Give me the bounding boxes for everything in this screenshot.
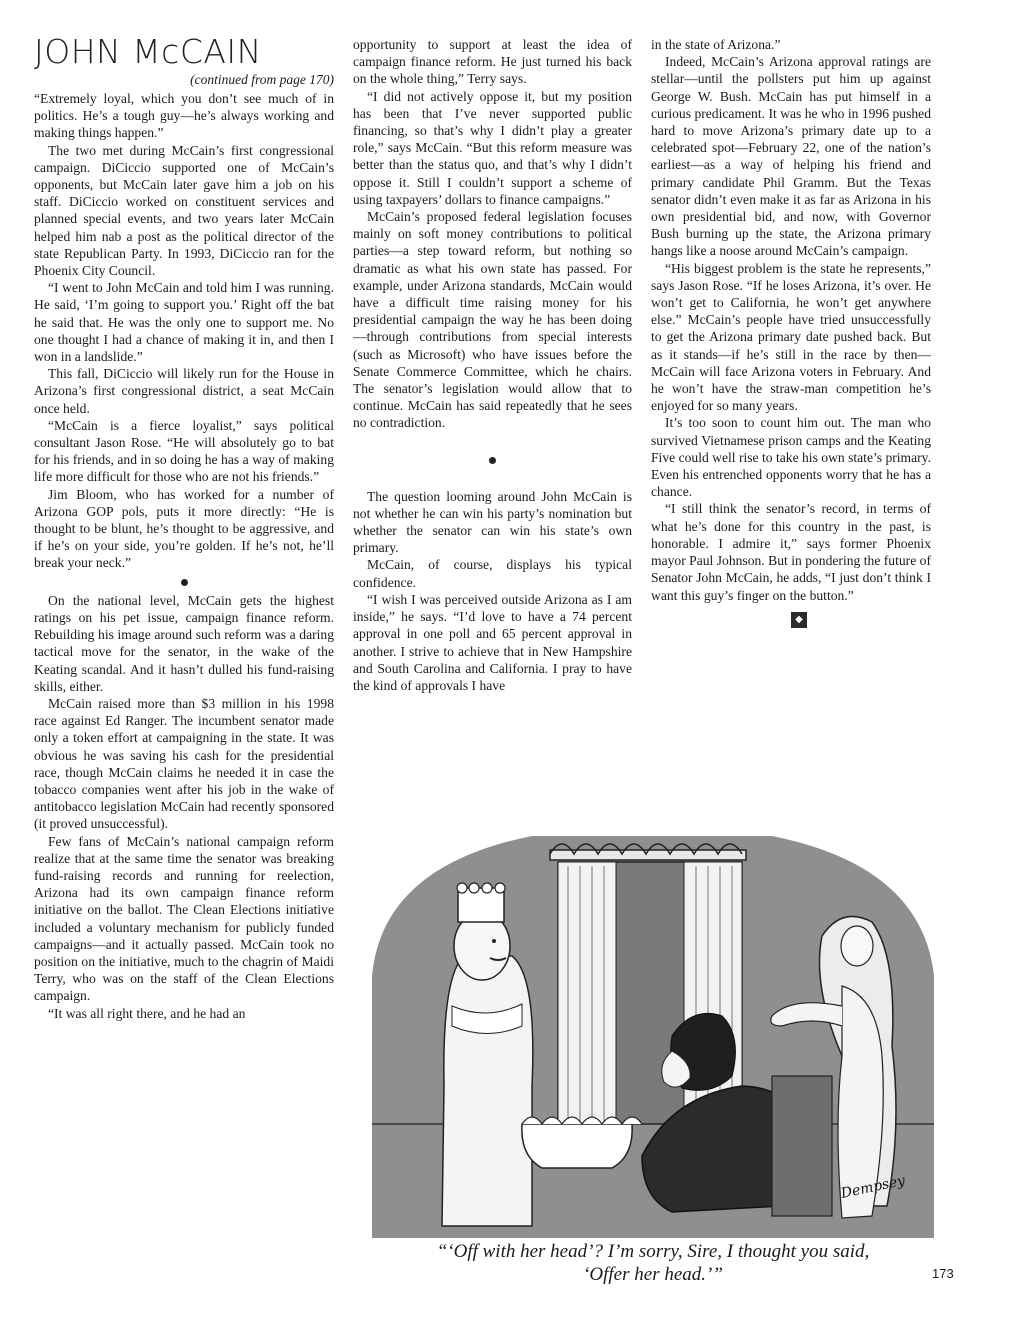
continued-note: (continued from page 170) bbox=[190, 72, 334, 87]
cartoon-signature: Dempsey bbox=[839, 1172, 907, 1202]
king-robe bbox=[442, 956, 533, 1226]
paragraph: “I still think the senator’s record, in terms of what he’s done for this country in the past, is honorable. I admire it,” says former Phoenix mayor Paul Johnson. But in pondering the future of Senator John McCain, he adds, “I just don’t think I want this guy’s finger on the button.” bbox=[651, 501, 931, 603]
end-mark-icon: ◆ bbox=[791, 612, 807, 628]
paragraph: “Extremely loyal, which you don’t see much of in politics. He’s a tough guy—he’s always working and making things happen.” bbox=[34, 91, 334, 141]
paragraph: “I wish I was perceived outside Arizona as I am inside,” he says. “I’d love to have a 74 percent approval in one poll and 65 percent approval in another. I strive to achieve that in New Hampshire and South Carolina and California. I pray to have the kind of approvals I have bbox=[353, 591, 632, 693]
paragraph: It’s too soon to count him out. The man who survived Vietnamese prison camps and the Keating Five could well rise to take his own state’s primary. Even his entrenched opponents worry that he has a chance. bbox=[651, 415, 931, 500]
woman-face bbox=[841, 926, 873, 966]
column-1 bbox=[34, 90, 334, 1022]
paragraph: opportunity to support at least the idea of campaign finance reform. He just turned his back on the whole thing,” Terry says. bbox=[353, 37, 632, 87]
paragraph: “McCain is a fierce loyalist,” says political consultant Jason Rose. “He will absolutely go to bat for his friends, and in so doing he has a way of making life more difficult for those who are not his friends.” bbox=[34, 417, 334, 485]
king-eye bbox=[492, 939, 496, 943]
paragraph: “His biggest problem is the state he represents,” says Jason Rose. “If he loses Arizona, it’s over. He won’t get to California, he won’t get anywhere else.” McCain’s people have tried unsuccessfully to get the Arizona primary date pushed back. But as it stands—if he’s still in the race by then—McCain will face Arizona voters in February. And he won’t have the straw-man competition he’s enjoyed for so many years. bbox=[651, 260, 931, 414]
bullet-icon bbox=[181, 579, 188, 586]
paragraph: On the national level, McCain gets the highest ratings on his pet issue, campaign finance reform. Rebuilding his image around such reform was a daring tactical move for the senator, in the wake of the Keating scandal. And it hasn’t dulled his fund-raising skills, either. bbox=[34, 592, 334, 694]
paragraph: “It was all right there, and he had an bbox=[48, 1005, 246, 1021]
paragraph: Few fans of McCain’s national campaign reform realize that at the same time the senator was breaking fund-raising records and running for reelection, Arizona had its own campaign finance reform initiative on the ballot. The Clean Elections initiative included a voluntary mechanism for publicly funded campaigns—and it actually passed. McCain took no position on the initiative, much to the chagrin of Maidi Terry, who was on the staff of the Clean Elections campaign. bbox=[34, 833, 334, 1004]
section-separator bbox=[353, 450, 632, 470]
page-number: 173 bbox=[932, 1266, 954, 1281]
paragraph: This fall, DiCiccio will likely run for the House in Arizona’s first congressional district, a seat McCain once held. bbox=[34, 366, 334, 416]
paragraph: in the state of Arizona.” bbox=[651, 37, 781, 52]
paragraph: Jim Bloom, who has worked for a number of Arizona GOP pols, puts it more directly: “He is thought to be blunt, he’s thought to be aggressive, and if he’s on your side, you’re golden. If he’s not, he’ll break your neck.” bbox=[34, 486, 334, 571]
paragraph: McCain’s proposed federal legislation focuses mainly on soft money contributions to political parties—a step toward reform, but nothing so dramatic as what his own state has passed. For example, under Arizona standards, McCain would have a difficult time raising money for his presidential campaign the way he has been doing—through contributions from special interests (such as Microsoft) who have issues before the Senate Commerce Committee, which he chairs. The senator’s legislation would allow that to continue. McCain has said repeatedly that he sees no contradiction. bbox=[353, 209, 632, 431]
basket bbox=[522, 1124, 632, 1168]
cartoon-illustration bbox=[372, 826, 934, 1238]
paragraph: McCain raised more than $3 million in his 1998 race against Ed Ranger. The incumbent senator made only a token effort at campaigning in the state. It was obvious he was saving his cash for the presidential race, though McCain claims he needed it in case the tobacco companies went after his job in the wake of antitobacco legislation McCain had recently sponsored (it proved unsuccessful). bbox=[34, 695, 334, 832]
paragraph: “I went to John McCain and told him I was running. He said, ‘I’m going to support you.’ Right off the bat he said that. He was the only one to support me. No one thought I had a chance of making it in, and then I won in a landslide.” bbox=[34, 280, 334, 365]
column-2 bbox=[353, 36, 632, 694]
paragraph: McCain, of course, displays his typical confidence. bbox=[353, 557, 632, 590]
paragraph: Indeed, McCain’s Arizona approval ratings are stellar—until the pollsters put him up against George W. Bush. McCain has put himself in a curious predicament. It was he who in 1996 pushed hard to move Arizona’s primary date up to a celebrated spot—February 22, one of the nation’s earliest—as a way of helping his friend and primary candidate Phil Gramm. But the Texas senator didn’t even make it as far as Arizona in his own presidential bid, and now, with Governor Bush burning up the state, the Arizona primary hangs like a noose around McCain’s campaign. bbox=[651, 54, 931, 259]
king-crown bbox=[458, 888, 504, 922]
column-3 bbox=[651, 36, 931, 628]
bullet-icon bbox=[489, 457, 496, 464]
caption-line-1: “‘Off with her head’? I’m sorry, Sire, I thought you said, bbox=[436, 1241, 870, 1262]
cartoon-caption bbox=[372, 1240, 934, 1286]
chair bbox=[772, 1076, 832, 1216]
caption-line-2: ‘Offer her head.’” bbox=[583, 1264, 723, 1285]
left-curtain bbox=[558, 862, 616, 1124]
paragraph: “I did not actively oppose it, but my position has been that I’ve never supported public financing, so that’s why I didn’t play a greater role,” says McCain. “But this reform measure was better than the status quo, and that’s why I didn’t oppose it. Still I couldn’t support a scheme of using taxpayers’ dollars to finance campaigns.” bbox=[353, 88, 632, 207]
section-separator bbox=[34, 572, 334, 592]
paragraph: The question looming around John McCain is not whether he can win his party’s nomination but whether the senator can win his state’s own primary. bbox=[353, 488, 632, 556]
paragraph: The two met during McCain’s first congressional campaign. DiCiccio supported one of McCain’s opponents, but McCain later gave him a job on his staff. DiCiccio worked on constituent services and planned special events, and two years later McCain helped him nab a post as the political director of the state Republican Party. In 1993, DiCiccio ran for the Phoenix City Council. bbox=[34, 142, 334, 279]
article-title: JOHN McCAIN bbox=[34, 32, 262, 71]
